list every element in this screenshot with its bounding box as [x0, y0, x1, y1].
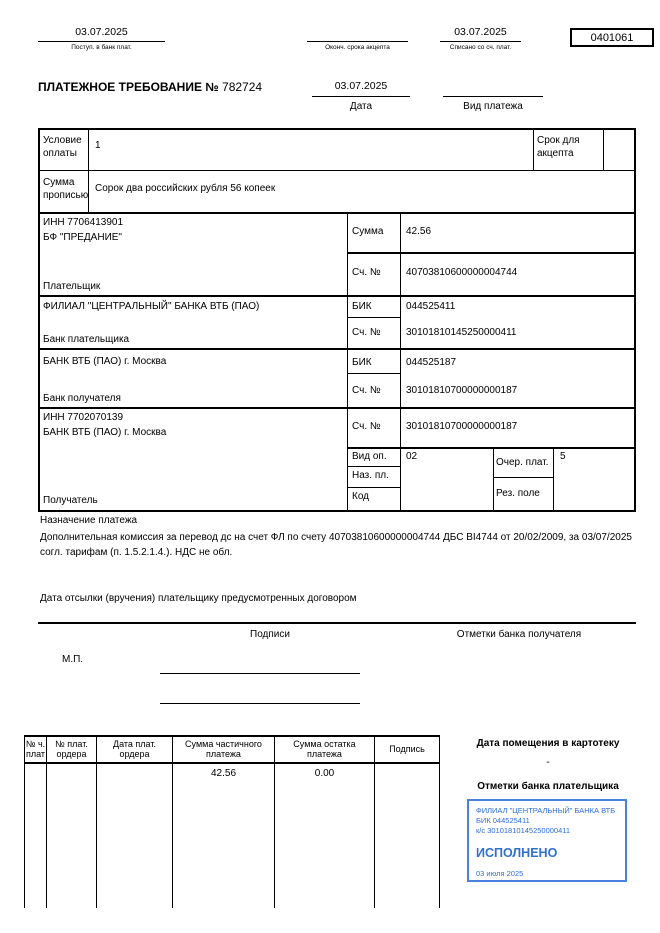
grid-line — [347, 487, 400, 488]
beneficiary-bank-account-label: Сч. № — [352, 385, 381, 396]
payer-bank-account-value: 30101810145250000411 — [406, 327, 517, 338]
payer-bank-name: ФИЛИАЛ "ЦЕНТРАЛЬНЫЙ" БАНКА ВТБ (ПАО) — [43, 301, 260, 312]
delivery-note: Дата отсылки (вручения) плательщику предусмотренных договором — [40, 593, 357, 604]
grid-line — [553, 447, 554, 510]
grid-line — [24, 762, 440, 764]
card-file-value: - — [546, 757, 550, 768]
grid-line — [347, 447, 636, 449]
code-label: Код — [352, 491, 370, 502]
beneficiary-label: Получатель — [43, 495, 98, 506]
payer-bank-bik-value: 044525411 — [406, 301, 456, 312]
received-in-bank-line — [38, 41, 165, 42]
grid-line — [347, 466, 400, 467]
form-code-box: 0401061 — [570, 28, 654, 47]
payer-bank-account-label: Сч. № — [352, 327, 381, 338]
payer-bank-bik-label: БИК — [352, 301, 372, 312]
payer-name: БФ "ПРЕДАНИЕ" — [43, 232, 122, 243]
rest-payment-sum: 0.00 — [314, 768, 335, 779]
grid-line — [439, 735, 440, 908]
signature-line-2 — [160, 703, 360, 704]
signatures-label: Подписи — [250, 629, 290, 640]
grid-line — [38, 295, 636, 297]
beneficiary-account-value: 30101810700000000187 — [406, 421, 518, 432]
beneficiary-bank-bik-value: 044525187 — [406, 357, 457, 368]
grid-line — [38, 128, 40, 512]
amount-words-value: Сорок два российских рубля 56 копеек — [95, 183, 276, 194]
grid-line — [493, 447, 494, 510]
beneficiary-inn: ИНН 7702070139 — [43, 412, 124, 423]
partial-payments-header-6: Подпись — [389, 743, 425, 754]
partial-payments-header-1: № ч. плат — [25, 738, 46, 759]
beneficiary-bank-name: БАНК ВТБ (ПАО) г. Москва — [43, 356, 167, 367]
grid-line — [634, 128, 636, 512]
document-title — [38, 80, 262, 94]
document-number: 782724 — [222, 80, 263, 94]
grid-line — [347, 252, 636, 254]
grid-line — [347, 373, 400, 374]
signature-line-1 — [160, 673, 360, 674]
operation-type-value: 02 — [406, 451, 418, 462]
grid-line — [38, 348, 636, 350]
partial-payments-header-4: Сумма частичного платежа — [185, 738, 262, 759]
grid-line — [38, 212, 636, 214]
grid-line — [533, 128, 534, 170]
payment-condition-value: 1 — [95, 140, 101, 151]
payer-account-value: 40703810600000004744 — [406, 267, 518, 278]
card-file-label: Дата помещения в картотеку — [476, 738, 620, 749]
payment-type-label: Вид платежа — [463, 101, 523, 112]
priority-value: 5 — [560, 451, 566, 462]
beneficiary-name: БАНК ВТБ (ПАО) г. Москва — [43, 427, 167, 438]
payer-inn: ИНН 7706413901 — [43, 217, 124, 228]
grid-line — [38, 128, 636, 130]
grid-line — [603, 128, 604, 170]
grid-line — [347, 317, 400, 318]
beneficiary-account-label: Сч. № — [352, 421, 381, 432]
payer-sum-label: Сумма — [352, 226, 384, 237]
debited-line — [440, 41, 521, 42]
bank-execution-stamp — [467, 799, 627, 882]
stamp-corr-account: к/с 30101810145250000411 — [476, 826, 571, 836]
stamp-bank-name: ФИЛИАЛ "ЦЕНТРАЛЬНЫЙ" БАНКА ВТБ — [476, 806, 616, 815]
document-title-text: ПЛАТЕЖНОЕ ТРЕБОВАНИЕ № — [38, 80, 219, 94]
debited-date: 03.07.2025 — [454, 26, 507, 38]
operation-type-label: Вид оп. — [352, 451, 387, 462]
payer-bank-marks-label: Отметки банка плательщика — [477, 781, 619, 792]
amount-words-label: Сумма прописью — [43, 177, 89, 201]
reserve-field-label: Рез. поле — [496, 488, 540, 499]
grid-line — [493, 477, 553, 478]
grid-line — [38, 510, 636, 512]
partial-payments-header-5: Сумма остатка платежа — [293, 738, 356, 759]
grid-line — [38, 407, 636, 409]
payment-purpose-label: Назначение платежа — [40, 515, 138, 526]
stamp-bik: БИК 044525411 — [476, 816, 530, 826]
priority-label: Очер. плат. — [496, 457, 549, 468]
payment-condition-label: Условие оплаты — [43, 135, 82, 159]
received-in-bank-date: 03.07.2025 — [75, 26, 128, 38]
accept-term-label: Срок для акцепта — [537, 135, 580, 159]
accept-end-label: Оконч. срока акцепта — [325, 44, 390, 51]
partial-payments-header-2: № плат. ордера — [55, 738, 88, 759]
accept-end-line — [307, 41, 408, 42]
beneficiary-bank-account-value: 30101810700000000187 — [406, 385, 518, 396]
date-label: Дата — [349, 101, 373, 112]
payer-account-label: Сч. № — [352, 267, 381, 278]
document-date: 03.07.2025 — [334, 80, 388, 92]
purpose-code-label: Наз. пл. — [352, 470, 389, 481]
beneficiary-bank-bik-label: БИК — [352, 357, 372, 368]
grid-line — [38, 170, 636, 171]
payer-label: Плательщик — [43, 281, 101, 292]
grid-line — [347, 212, 348, 510]
grid-line — [38, 622, 636, 624]
payment-type-line — [443, 96, 543, 97]
beneficiary-bank-marks-label: Отметки банка получателя — [456, 629, 582, 640]
stamp-date: 03 июля 2025 — [476, 869, 524, 879]
debited-label: Списано со сч. плат. — [449, 44, 512, 51]
grid-line — [400, 212, 401, 510]
payment-purpose-text: Дополнительная комиссия за перевод дс на счет ФЛ по счету 40703810600000004744 ДБС BI4744 от 20/02/2009, за 03/07/2025 согл. тарифам (п. 1.5.2.1.4.). НДС не обл. — [40, 532, 632, 558]
beneficiary-bank-label: Банк получателя — [43, 393, 121, 404]
received-in-bank-label: Поступ. в банк плат. — [71, 44, 132, 51]
payer-bank-label: Банк плательщика — [43, 334, 130, 345]
partial-payments-header-3: Дата плат. ордера — [113, 738, 156, 759]
seal-label: М.П. — [62, 654, 84, 665]
payer-sum-value: 42.56 — [406, 226, 432, 237]
partial-payment-sum: 42.56 — [210, 768, 237, 779]
stamp-status: ИСПОЛНЕНО — [476, 846, 558, 861]
date-line — [312, 96, 410, 97]
